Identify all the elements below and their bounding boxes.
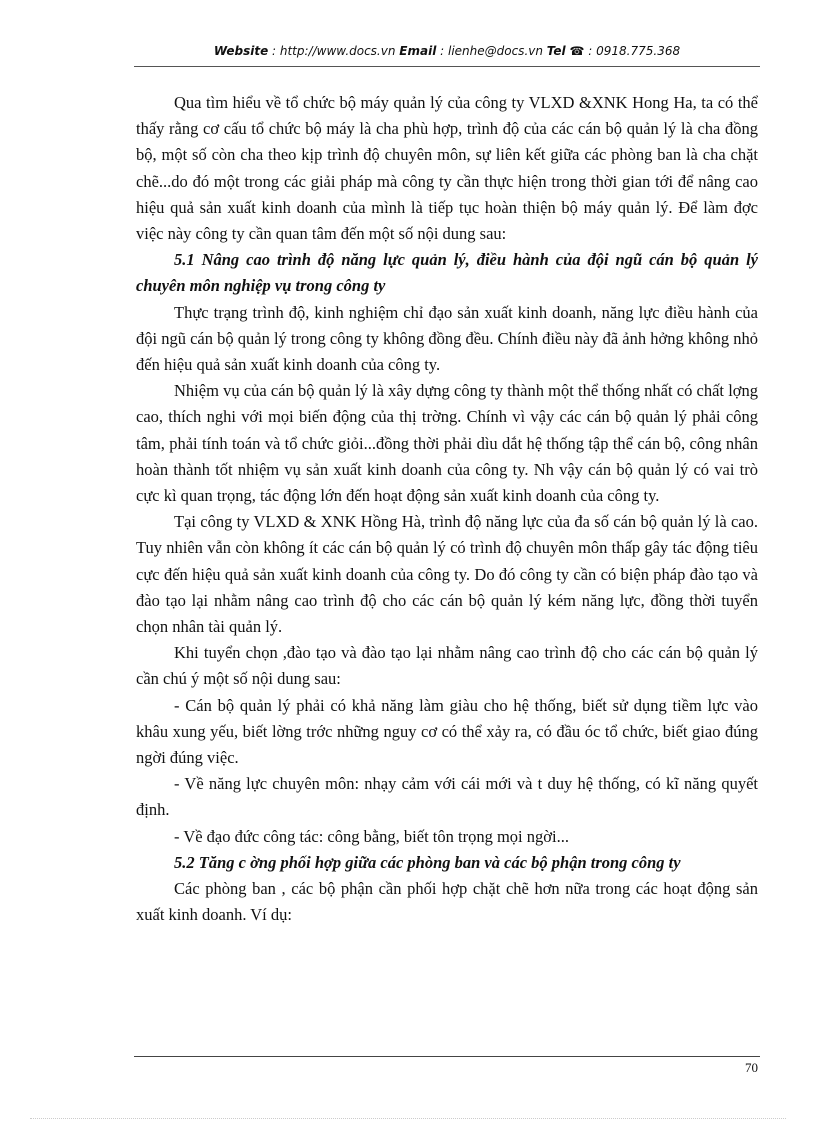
email-label: Email: [399, 44, 437, 58]
page-bottom-border: [30, 1118, 786, 1120]
document-body: [136, 90, 758, 929]
page-header: [134, 44, 760, 58]
tel-label: Tel: [546, 44, 566, 58]
body-paragraph: Các phòng ban , các bộ phận cần phối hợp chặt chẽ hơn nữa trong các hoạt động sản xuất kinh doanh. Ví dụ:: [136, 879, 758, 925]
section-heading-5-1: 5.1 Nâng cao trình độ năng lực quản lý, điều hành của đội ngũ cán bộ quản lý chuyên môn nghiệp vụ trong công ty: [136, 250, 758, 296]
tel-value: : 0918.775.368: [584, 44, 681, 58]
header-divider: [134, 66, 760, 67]
body-paragraph: Khi tuyển chọn ,đào tạo và đào tạo lại nhằm nâng cao trình độ cho các cán bộ quản lý cần chú ý một số nội dung sau:: [136, 643, 758, 689]
list-item: - Về đạo đức công tác: công bằng, biết tôn trọng mọi ngời...: [174, 826, 569, 846]
body-paragraph: Nhiệm vụ của cán bộ quản lý là xây dựng công ty thành một thể thống nhất có chất lợng cao, thích nghi với mọi biến động của thị trờng. Chính vì vậy các cán bộ quản lý phải công tâm, phải tính toán và tổ chức giỏi...đồng thời phải dìu dắt hệ thống tập thể cán bộ, công nhân hoàn thành tốt nhiệm vụ sản xuất kinh doanh của công ty. Nh vậy cán bộ quản lý có vai trò cực kì quan trọng, tác động lớn đến hoạt động sản xuất kinh doanh của công ty.: [136, 381, 758, 506]
page-number: 70: [745, 1060, 758, 1075]
body-paragraph: Thực trạng trình độ, kinh nghiệm chỉ đạo sản xuất kinh doanh, năng lực điều hành của đội ngũ cán bộ quản lý trong công ty không đồng đều. Chính điều này đã ảnh hởng không nhỏ đến hiệu quả sản xuất kinh doanh của công ty.: [136, 302, 758, 375]
list-item: - Cán bộ quản lý phải có khả năng làm giàu cho hệ thống, biết sử dụng tiềm lực vào khâu xung yếu, biết lờng trớc những nguy cơ có thể xảy ra, có đầu óc tổ chức, biết giao đúng ngời đúng việc.: [136, 695, 758, 768]
phone-icon: ☎: [569, 44, 585, 58]
intro-paragraph: Qua tìm hiểu về tổ chức bộ máy quản lý của công ty VLXD &XNK Hong Ha, ta có thể thấy rằng cơ cấu tổ chức bộ máy là cha phù hợp, trình độ của các cán bộ quản lý là cha đồng bộ, một số còn cha theo kịp trình độ chuyên môn, sự liên kết giữa các phòng ban là cha chặt chẽ...do đó một trong các giải pháp mà công ty cần thực hiện trong thời gian tới để nâng cao hiệu quả sản xuất kinh doanh của mình là tiếp tục hoàn thiện bộ máy quản lý. Để làm đợc việc này công ty cần quan tâm đến một số nội dung sau:: [136, 93, 758, 244]
website-value: : http://www.docs.vn: [268, 44, 400, 58]
list-item: - Về năng lực chuyên môn: nhạy cảm với cái mới và t duy hệ thống, có kĩ năng quyết định.: [136, 774, 758, 820]
section-heading-5-2: 5.2 Tăng c ờng phối hợp giữa các phòng ban và các bộ phận trong công ty: [174, 852, 681, 872]
body-paragraph: Tại công ty VLXD & XNK Hồng Hà, trình độ năng lực của đa số cán bộ quản lý là cao. Tuy nhiên vẫn còn không ít các cán bộ quản lý có trình độ chuyên môn thấp gây tác động tiêu cực đến hiệu quả sản xuất kinh doanh của công ty. Do đó công ty cần có biện pháp đào tạo và đào tạo lại nhằm nâng cao trình độ cho các cán bộ quản lý kém năng lực, đồng thời tuyển chọn nhân tài quản lý.: [136, 512, 758, 637]
email-value: : lienhe@docs.vn: [436, 44, 547, 58]
website-label: Website: [213, 44, 269, 58]
footer-divider: [134, 1056, 760, 1057]
